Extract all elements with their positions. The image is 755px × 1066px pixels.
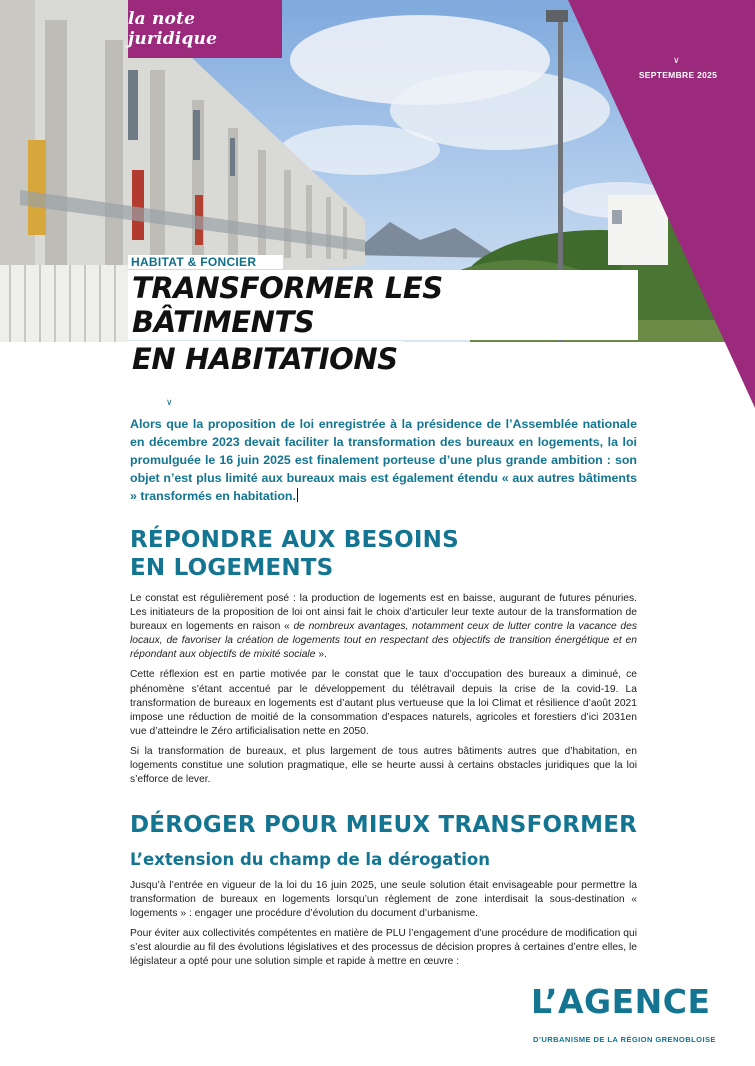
publication-date: SEPTEMBRE 2025 bbox=[638, 70, 718, 80]
section-body-deroger bbox=[130, 879, 637, 976]
section-heading-line-2: EN LOGEMENTS bbox=[130, 555, 334, 581]
chevron-down-icon: ∨ bbox=[166, 397, 173, 407]
chevron-down-icon: ∨ bbox=[673, 55, 680, 65]
section-heading-besoins bbox=[130, 526, 640, 582]
paragraph: Jusqu’à l’entrée en vigueur de la loi du 16 juin 2025, une seule solution était envisageable pour permettre la transformation de bureaux en logements lorsqu’un règlement de zone interdisait la sous-destination « logements » : engager une procédure d’évolution du document d’urbanisme. bbox=[130, 880, 637, 920]
section-heading-line-1: RÉPONDRE AUX BESOINS bbox=[130, 527, 459, 553]
paragraph: Cette réflexion est en partie motivée par le constat que le taux d’occupation des bureaux a diminué, ce phénomène s’étant accentué par le développement du télétravail depuis la crise de la covid-19. La transformation de bureaux en logements est d’autant plus vertueuse que la loi Climat et résilience d’août 2021 impose une réduction de moitié de la consommation d’espaces naturels, agricoles et forestiers d’ici 2031en vue d’atteindre le Zéro artificialisation nette en 2050. bbox=[130, 669, 637, 737]
quotation: de nombreux avantages, notamment ceux de lutter contre la vacance des locaux, de favoriser la création de logements tout en respectant des objectifs de transition énergétique et en répondant aux objectifs de mixité sociale bbox=[130, 621, 638, 661]
page-title-line-1: TRANSFORMER LES BÂTIMENTS bbox=[128, 270, 638, 340]
section-heading-deroger: DÉROGER POUR MIEUX TRANSFORMER bbox=[130, 812, 638, 838]
paragraph: Pour éviter aux collectivités compétentes en matière de PLU l’engagement d’une procédure de modification qui s’est alourdie au fil des évolutions législatives et des processus de décision propres à certaines d’entre elles, le législateur a opté pour une solution simple et rapide à mettre en œuvre : bbox=[130, 928, 637, 968]
paragraph-text: Le constat est régulièrement posé : la production de logements est en baisse, augurant de futures pénuries. Les initiateurs de la proposition de loi ont ainsi fait le choix d’articuler leur texte autour de la transformation de bureaux en logements en raison « bbox=[130, 593, 637, 633]
logo-wordmark: L’AGENCE bbox=[531, 982, 711, 1021]
text-cursor bbox=[297, 488, 298, 502]
subsection-heading: L’extension du champ de la dérogation bbox=[130, 850, 490, 869]
page-title-line-2: EN HABITATIONS bbox=[128, 341, 404, 377]
paragraph-text: ». bbox=[315, 649, 327, 661]
paragraph: Si la transformation de bureaux, et plus largement de tous autres bâtiments autres que d’habitation, en logements constitue une solution pragmatique, elle se heurte aussi à certains obstacles juridiques que la loi s’efforce de lever. bbox=[130, 745, 637, 786]
logo-tagline: D’URBANISME DE LA RÉGION GRENOBLOISE bbox=[533, 1035, 716, 1044]
series-tag: la note juridique bbox=[128, 0, 282, 58]
intro-text: Alors que la proposition de loi enregistrée à la présidence de l’Assemblée nationale en décembre 2023 devait faciliter la transformation des bureaux en logements, la loi promulguée le 16 juin 2025 est finalement porteuse d’une plus grande ambition : son objet n’est plus limité aux bureaux mais est également étendu « aux autres bâtiments » transformés en habitation. bbox=[130, 417, 637, 503]
section-body-besoins bbox=[130, 592, 637, 793]
page-title bbox=[128, 270, 638, 378]
paragraph bbox=[130, 592, 637, 662]
rubric-label: HABITAT & FONCIER bbox=[128, 255, 283, 269]
intro-paragraph bbox=[130, 415, 637, 505]
agency-logo bbox=[531, 980, 741, 1050]
